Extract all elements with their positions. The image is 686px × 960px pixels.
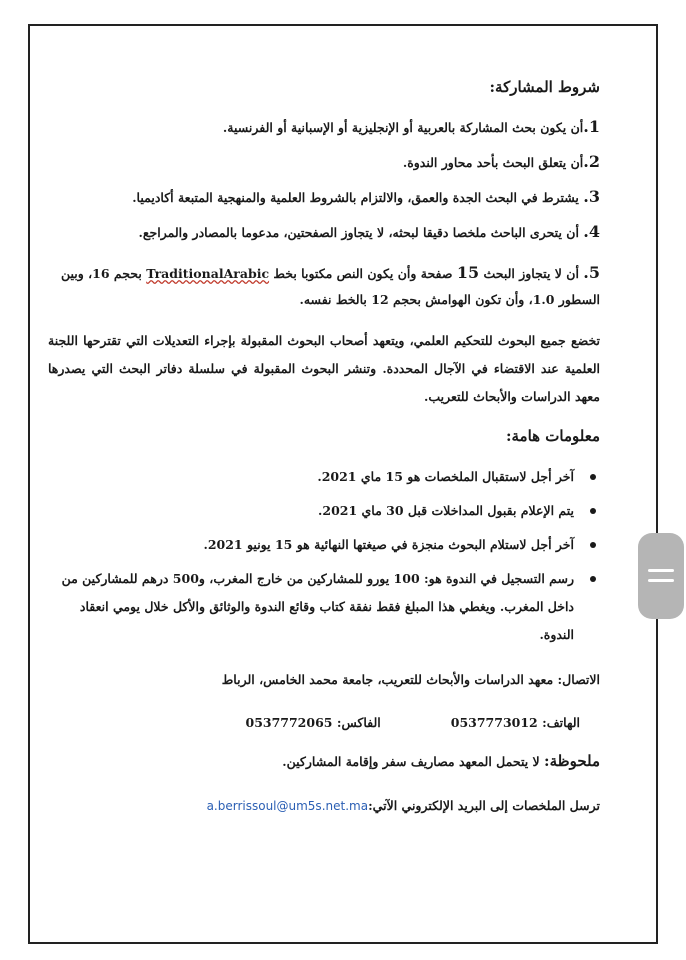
condition-number: 5. (583, 263, 600, 282)
phone-label: الهاتف: (542, 715, 580, 730)
condition-text: أن يتحرى الباحث ملخصا دقيقا لبحثه، لا يتجاوز الصفحتين، مدعوما بالمصادر والمراجع. (138, 225, 579, 240)
note (48, 752, 600, 770)
fax-label: الفاكس: (336, 715, 381, 730)
note-text: لا يتحمل المعهد مصاريف سفر وإقامة المشاركين. (282, 754, 540, 769)
document-content (48, 78, 600, 813)
condition-item-4 (48, 219, 600, 246)
condition-item-3 (48, 184, 600, 211)
scroll-handle[interactable] (638, 533, 684, 619)
email-label: ترسل الملخصات إلى البريد الإلكتروني الآتي: (368, 798, 600, 813)
email-link[interactable]: a.berrissoul@um5s.net.ma (206, 799, 369, 813)
condition-item-2 (48, 149, 600, 176)
handle-line-icon (648, 579, 674, 582)
list-item: رسم التسجيل في الندوة هو: 100 يورو للمشاركين من خارج المغرب، و500 درهم للمشاركين من داخل المغرب. ويغطي هذا المبلغ فقط نفقة كتاب وقائع الندوة والوثائق والأكل خلال يومي انعقاد الندوة. (48, 565, 600, 649)
condition-text: أن يتعلق البحث بأحد محاور الندوة. (402, 155, 584, 170)
review-paragraph: تخضع جميع البحوث للتحكيم العلمي، ويتعهد أصحاب البحوث المقبولة بإجراء التعديلات التي تقترحها اللجنة العلمية عند الاقتضاء في الآجال المحددة. وتنشر البحوث المقبولة في سلسلة دفاتر البحث التي يصدرها معهد الدراسات والأبحاث للتعريب. (48, 333, 600, 404)
page-limit: 15 (456, 263, 480, 282)
condition-item-5 (48, 260, 600, 313)
font-name: TraditionalArabic (146, 266, 270, 281)
list-item: آخر أجل لاستلام البحوث منجزة في صيغتها النهائية هو 15 يونيو 2021. (48, 531, 600, 559)
fax-number: 0537772065 (245, 715, 333, 730)
condition-text: يشترط في البحث الجدة والعمق، والالتزام بالشروط العلمية والمنهجية المتبعة أكاديميا. (132, 190, 579, 205)
contact-numbers (48, 715, 600, 730)
list-item: آخر أجل لاستقبال الملخصات هو 15 ماي 2021. (48, 463, 600, 491)
condition-number: 1. (583, 117, 600, 136)
condition-text-part1: أن لا يتجاوز البحث (483, 266, 579, 281)
info-heading: معلومات هامة: (505, 427, 600, 445)
note-title: ملحوظة: (544, 752, 600, 770)
handle-line-icon (648, 569, 674, 572)
conditions-heading: شروط المشاركة: (489, 78, 600, 96)
info-list (48, 463, 600, 649)
condition-number: 4. (583, 222, 600, 241)
condition-text-part3: بحجم 16، وبين السطور 1.0، وأن تكون الهوامش بحجم 12 بالخط نفسه. (60, 266, 600, 307)
condition-number: 3. (583, 187, 600, 206)
condition-text-part2: صفحة وأن يكون النص مكتوبا بخط (273, 266, 453, 281)
phone-entry (451, 715, 580, 730)
contact-address: الاتصال: معهد الدراسات والأبحاث للتعريب، جامعة محمد الخامس، الرباط (221, 672, 600, 687)
fax-entry (246, 715, 381, 730)
condition-text: أن يكون بحث المشاركة بالعربية أو الإنجليزية أو الإسبانية أو الفرنسية. (222, 120, 584, 135)
condition-number: 2. (583, 152, 600, 171)
list-item: يتم الإعلام بقبول المداخلات قبل 30 ماي 2021. (48, 497, 600, 525)
email-row (48, 798, 600, 813)
condition-item-1 (48, 114, 600, 141)
phone-number: 0537773012 (450, 715, 538, 730)
